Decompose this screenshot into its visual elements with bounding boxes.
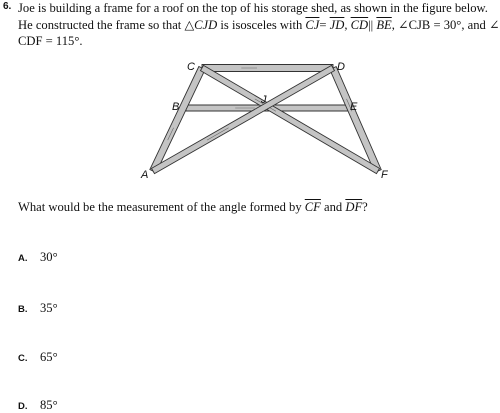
choice-letter: D. bbox=[18, 401, 28, 412]
parallel-symbol: || bbox=[368, 17, 377, 32]
triangle-symbol: △ bbox=[184, 17, 195, 32]
prompt-text: ? bbox=[362, 200, 368, 214]
question-stem bbox=[18, 0, 500, 50]
choice-letter: A. bbox=[18, 253, 28, 264]
roof-frame-figure bbox=[138, 58, 388, 183]
label-e: E bbox=[350, 101, 358, 113]
choice-text: 65° bbox=[40, 350, 58, 364]
stem-text: is isosceles with bbox=[217, 17, 306, 32]
choice-a[interactable] bbox=[18, 250, 58, 265]
segment-cj: $\overline{CJ}$ bbox=[305, 17, 320, 32]
prompt-text: What would be the measurement of the angle formed by bbox=[18, 200, 305, 214]
separator: , bbox=[344, 17, 351, 32]
beam-cd bbox=[202, 65, 333, 72]
label-b: B bbox=[172, 101, 180, 113]
stem-line-2 bbox=[18, 17, 500, 34]
separator: , bbox=[391, 17, 399, 32]
stem-line-3: CDF = 115°. bbox=[18, 34, 83, 48]
label-c: C bbox=[187, 61, 195, 73]
choice-c[interactable] bbox=[18, 350, 58, 365]
label-j: J bbox=[261, 94, 267, 106]
segment-be: $\overline{BE}$ bbox=[376, 17, 392, 32]
angle-cjb: ∠CJB = 30° bbox=[398, 17, 462, 32]
frame-beams bbox=[150, 65, 381, 174]
triangle-name: CJD bbox=[194, 17, 218, 32]
stem-text: , and ∠ bbox=[461, 17, 500, 32]
choice-letter: B. bbox=[18, 304, 28, 315]
choice-letter: C. bbox=[18, 353, 28, 364]
question-number: 6. bbox=[3, 1, 12, 12]
choice-b[interactable] bbox=[18, 301, 58, 316]
choice-d[interactable] bbox=[18, 398, 58, 413]
equals-sign: = bbox=[319, 17, 330, 32]
segment-df: $\overline{DF}$ bbox=[345, 200, 363, 214]
choice-text: 35° bbox=[40, 301, 58, 315]
segment-cf: $\overline{CF}$ bbox=[304, 200, 321, 214]
stem-text: He constructed the frame so that bbox=[18, 17, 185, 32]
stem-line-1: Joe is building a frame for a roof on the top of his storage shed, as shown in the figure below. bbox=[18, 1, 488, 15]
label-f: F bbox=[381, 169, 388, 181]
label-d: D bbox=[337, 61, 345, 73]
beam-ad-grain bbox=[207, 128, 229, 140]
segment-jd: $\overline{JD}$ bbox=[329, 17, 345, 32]
choice-text: 30° bbox=[40, 250, 58, 264]
prompt-text: and bbox=[320, 200, 346, 214]
segment-cd: $\overline{CD}$ bbox=[350, 17, 369, 32]
question-prompt bbox=[18, 200, 368, 215]
label-a: A bbox=[141, 169, 149, 181]
choice-text: 85° bbox=[40, 398, 58, 412]
